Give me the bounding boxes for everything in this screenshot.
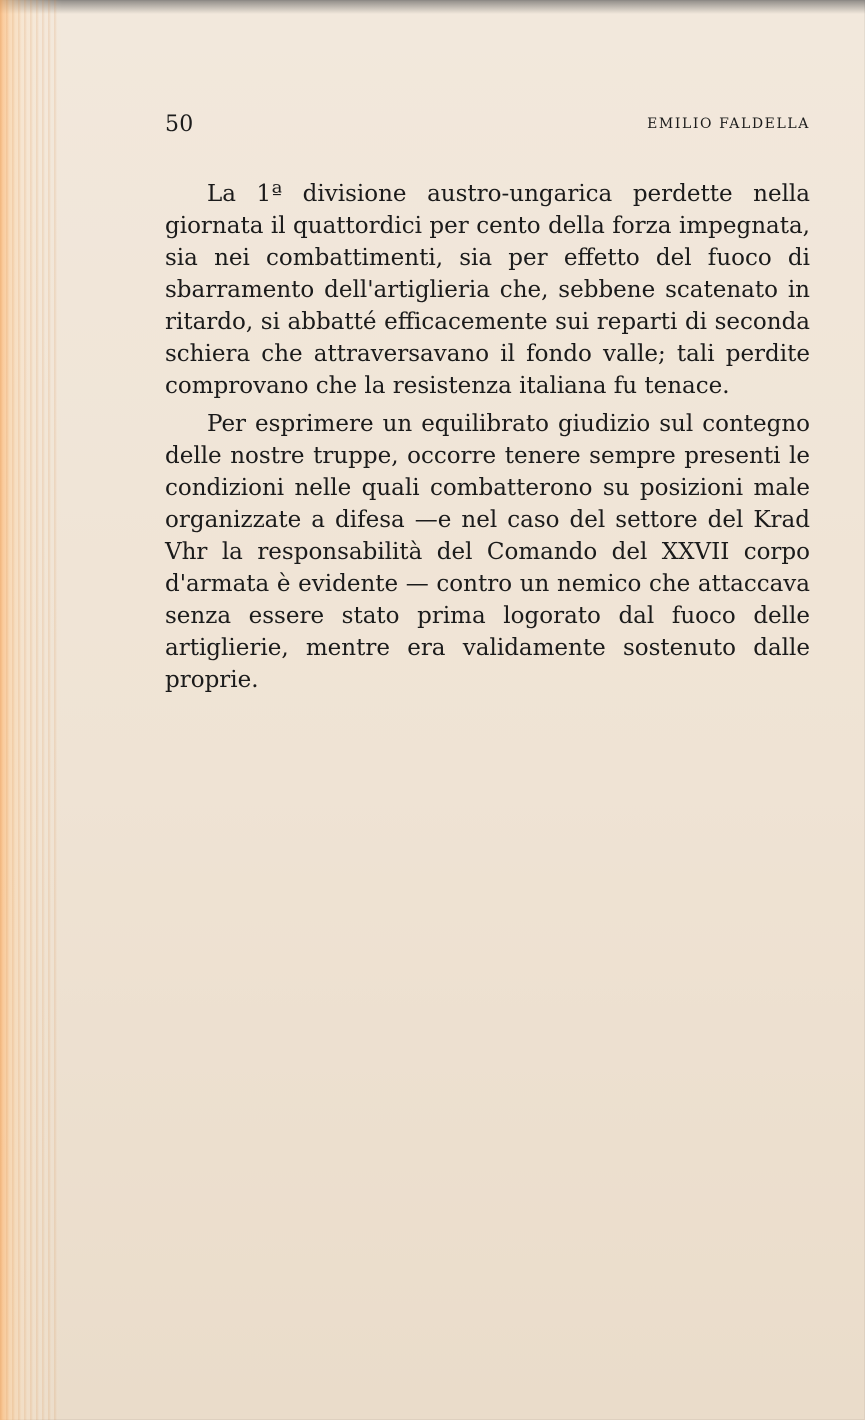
page-edge-stripes: [0, 0, 60, 1420]
page-header: [165, 112, 810, 144]
top-edge-shadow: [0, 0, 865, 14]
paragraph-2: Per esprimere un equilibrato giudizio sul contegno delle nostre truppe, occorre tenere sempre presenti le condizioni nelle quali combatterono su posizioni male organizzate a difesa —e nel caso del settore del Krad Vhr la responsabilità del Comando del XXVII corpo d'armata è evidente — contro un nemico che attaccava senza essere stato prima logorato dal fuoco delle artiglierie, mentre era validamente sostenuto dalle proprie.: [165, 411, 810, 693]
running-head: EMILIO FALDELLA: [647, 116, 810, 132]
paragraph-1: La 1ª divisione austro-ungarica perdette nella giornata il quattordici per cento della forza impegnata, sia nei combattimenti, sia per effetto del fuoco di sbarramento dell'artiglieria che, sebbene scatenato in ritardo, si abbatté efficacemente sui reparti di seconda schiera che attraversavano il fondo valle; tali perdite comprovano che la resistenza italiana fu tenace.: [165, 181, 810, 399]
page-number: 50: [165, 112, 194, 137]
body-text: [165, 178, 810, 696]
page-edge-tint: [0, 0, 62, 1420]
